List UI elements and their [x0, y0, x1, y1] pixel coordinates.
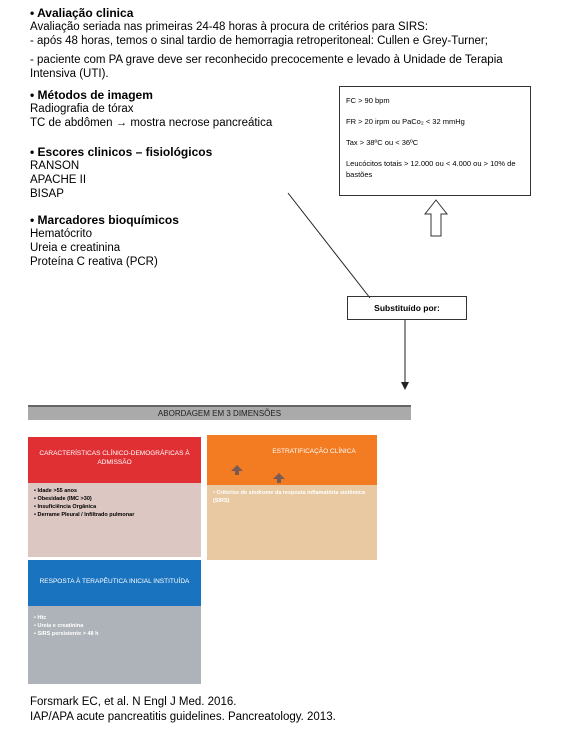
- down-arrow-head-icon: [401, 382, 409, 390]
- clinical-stratification-header: [207, 435, 377, 485]
- imaging-item: Radiografia de tórax: [30, 103, 134, 115]
- sirs-item: Leucócitos totais > 12.000 ou < 4.000 ou > 10% de bastões: [346, 159, 516, 179]
- hollow-up-arrow-icon: [425, 200, 447, 236]
- sirs-item: Tax > 38ºC ou < 36ºC: [346, 138, 419, 147]
- clinical-stratification-panel: [207, 435, 377, 560]
- imaging-title: • Métodos de imagem: [30, 88, 153, 102]
- clinical-line-3: - paciente com PA grave deve ser reconhecido precocemente e levado à Unidade de Terapia: [30, 54, 503, 66]
- reference-item: IAP/APA acute pancreatitis guidelines. Pancreatology. 2013.: [30, 711, 336, 723]
- list-item: • Ureia e creatinina: [34, 622, 195, 630]
- list-item: • Insuficiência Orgânica: [34, 503, 195, 511]
- list-item: • Htc: [34, 614, 195, 622]
- list-item: • Derrame Pleural / Infiltrado pulmonar: [34, 511, 195, 519]
- therapeutic-response-title: RESPOSTA À TERAPÊUTICA INICIAL INSTITUÍDA: [28, 560, 201, 606]
- clinical-stratification-title: ESTRATIFICAÇÃO CLÍNICA: [272, 448, 356, 455]
- up-arrow-icon: [231, 465, 243, 475]
- clinical-demographic-list: [28, 483, 201, 523]
- approach-header: ABORDAGEM EM 3 DIMENSÕES: [28, 405, 411, 420]
- scores-title: • Escores clinicos – fisiológicos: [30, 145, 213, 159]
- clinical-stratification-list: [207, 485, 377, 509]
- list-item: • Critérios de síndrome da resposta inflamatória sistêmica (SIRS): [213, 489, 371, 505]
- sirs-item: FC > 90 bpm: [346, 96, 390, 105]
- markers-item: Ureia e creatinina: [30, 242, 121, 254]
- substituted-box: Substituído por:: [347, 296, 467, 320]
- clinical-line-1: Avaliação seriada nas primeiras 24-48 horas à procura de critérios para SIRS:: [30, 21, 429, 33]
- markers-item: Hematócrito: [30, 228, 92, 240]
- list-item: • Obesidade (IMC >30): [34, 495, 195, 503]
- diagonal-connector-line: [288, 193, 370, 298]
- clinical-line-4: Intensiva (UTI).: [30, 68, 109, 80]
- clinical-title: • Avaliação clinica: [30, 6, 134, 20]
- clinical-line-2: - após 48 horas, temos o sinal tardio de hemorragia retroperitoneal: Cullen e Grey-Turner;: [30, 35, 488, 47]
- therapeutic-response-panel: [28, 560, 201, 684]
- markers-title: • Marcadores bioquímicos: [30, 213, 179, 227]
- sirs-item: FR > 20 irpm ou PaCo₂ < 32 mmHg: [346, 117, 465, 126]
- scores-item: RANSON: [30, 160, 80, 172]
- list-item: • Idade >55 anos: [34, 487, 195, 495]
- clinical-demographic-panel: [28, 437, 201, 557]
- reference-item: Forsmark EC, et al. N Engl J Med. 2016.: [30, 696, 237, 708]
- clinical-demographic-title: CARACTERÍSTICAS CLÍNICO-DEMOGRÁFICAS À ADMISSÃO: [28, 437, 201, 483]
- scores-item: BISAP: [30, 188, 64, 200]
- list-item: • SIRS persistente > 48 h: [34, 630, 195, 638]
- therapeutic-response-list: [28, 606, 201, 642]
- scores-item: APACHE II: [30, 174, 87, 186]
- up-arrow-icon: [273, 473, 285, 483]
- imaging-item: TC de abdômen → mostra necrose pancreática: [30, 117, 273, 129]
- markers-item: Proteína C reativa (PCR): [30, 256, 158, 268]
- references: [30, 695, 550, 725]
